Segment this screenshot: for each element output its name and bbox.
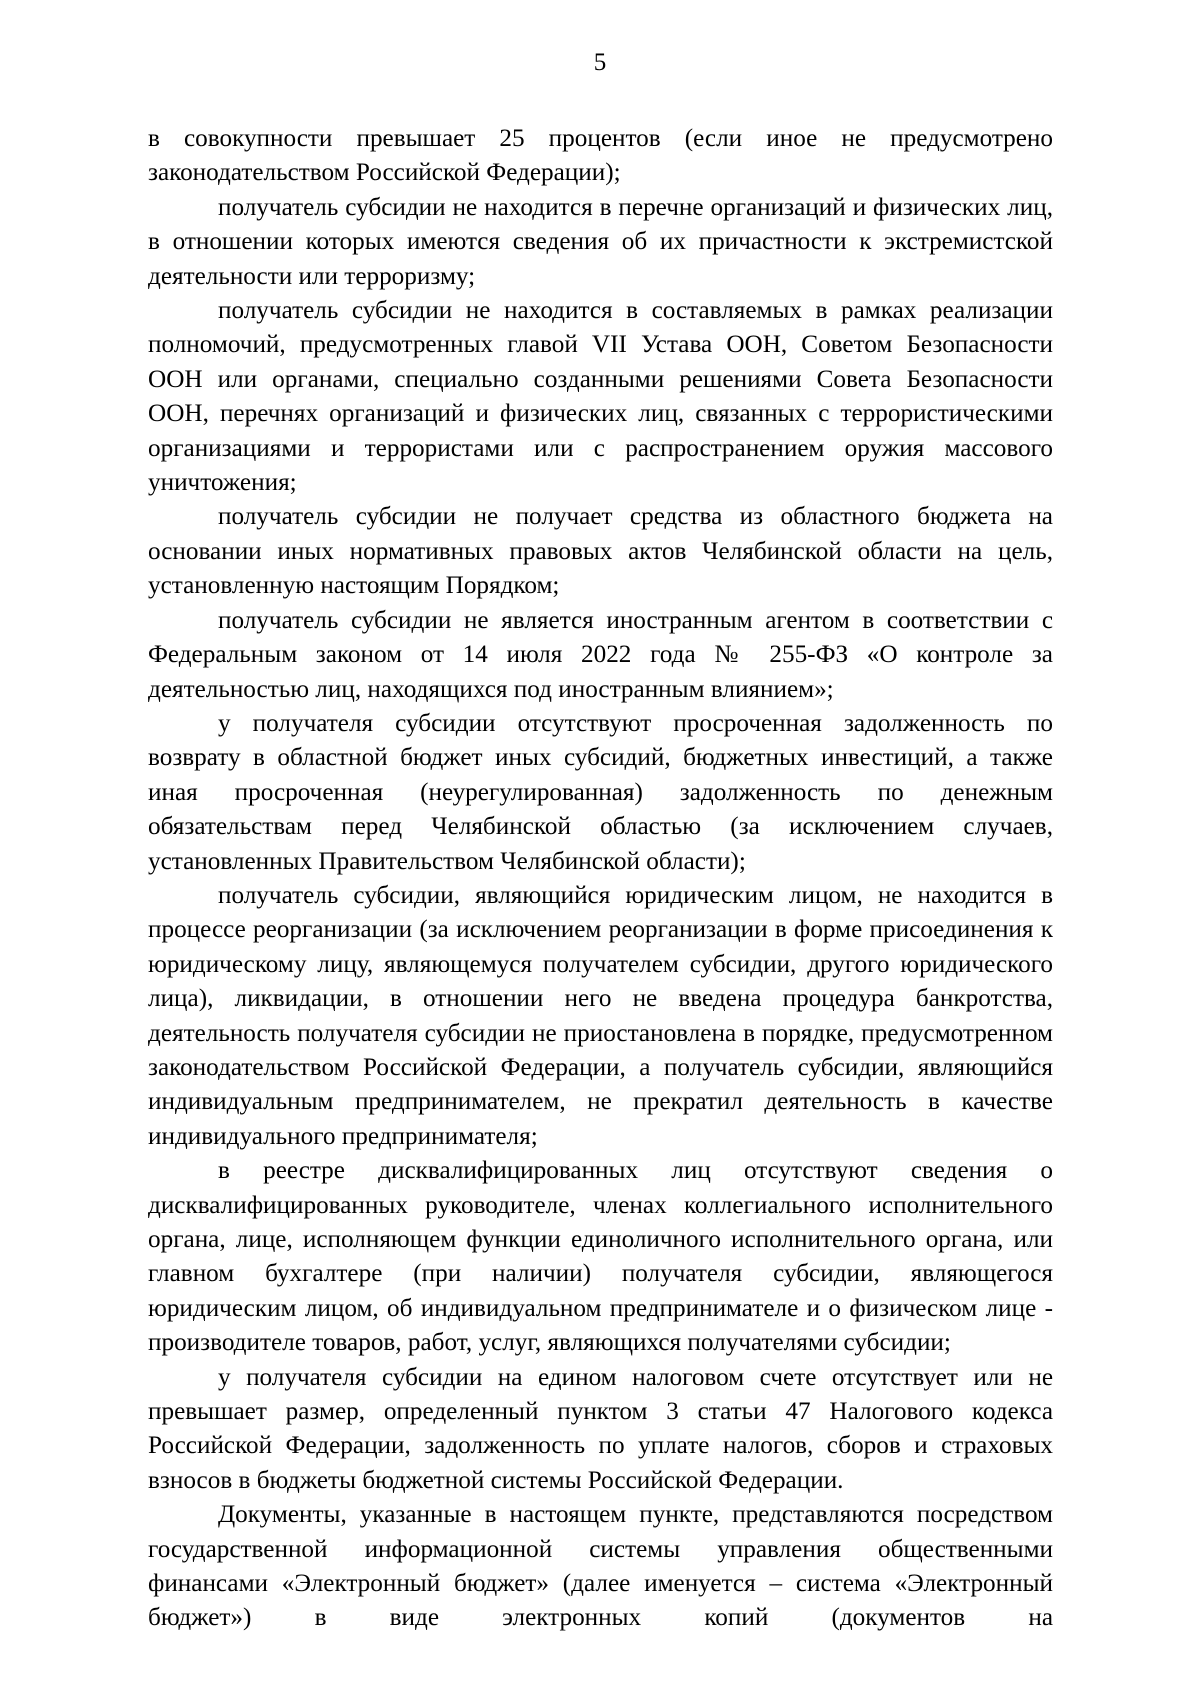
paragraph: получатель субсидии не является иностранным агентом в соответствии с Федеральным законом от 14 июля 2022 года № 255-ФЗ «О контроле за деятельностью лиц, находящихся под иностранным влиянием»; — [148, 606, 1053, 703]
document-body — [148, 122, 1053, 1636]
paragraph: получатель субсидии не находится в составляемых в рамках реализации полномочий, предусмотренных главой VII Устава ООН, Советом Безопасности ООН или органами, специально созданными решениями Совета Безопасности ООН, перечнях организаций и физических лиц, связанных с террористическими организациями и террористами или с распространением оружия массового уничтожения; — [148, 297, 1053, 497]
paragraph: получатель субсидии не получает средства из областного бюджета на основании иных нормативных правовых актов Челябинской области на цель, установленную настоящим Порядком; — [148, 503, 1053, 600]
paragraph: у получателя субсидии отсутствуют просроченная задолженность по возврату в областной бюджет иных субсидий, бюджетных инвестиций, а также иная просроченная (неурегулированная) задолженность по денежным обязательствам перед Челябинской областью (за исключением случаев, установленных Правительством Челябинской области); — [148, 709, 1053, 875]
paragraph: Документы, указанные в настоящем пункте, представляются посредством государственной информационной системы управления общественными финансами «Электронный бюджет» (далее именуется – система «Электронный бюджет») в виде электронных копий (документов на — [148, 1501, 1053, 1632]
paragraph: получатель субсидии, являющийся юридическим лицом, не находится в процессе реорганизации (за исключением реорганизации в форме присоединения к юридическому лицу, являющемуся получателем субсидии, другого юридического лица), ликвидации, в отношении него не введена процедура банкротства, деятельность получателя субсидии не приостановлена в порядке, предусмотренном законодательством Российской Федерации, а получатель субсидии, являющийся индивидуальным предпринимателем, не прекратил деятельность в качестве индивидуального предпринимателя; — [148, 881, 1053, 1150]
paragraph: у получателя субсидии на едином налоговом счете отсутствует или не превышает размер, определенный пунктом 3 статьи 47 Налогового кодекса Российской Федерации, задолженность по уплате налогов, сборов и страховых взносов в бюджеты бюджетной системы Российской Федерации. — [148, 1363, 1053, 1494]
paragraph: в реестре дисквалифицированных лиц отсутствуют сведения о дисквалифицированных руководителе, членах коллегиального исполнительного органа, лице, исполняющем функции единоличного исполнительного органа, или главном бухгалтере (при наличии) получателя субсидии, являющегося юридическим лицом, об индивидуальном предпринимателе и о физическом лице - производителе товаров, работ, услуг, являющихся получателями субсидии; — [148, 1157, 1053, 1357]
paragraph: в совокупности превышает 25 процентов (если иное не предусмотрено законодательством Российской Федерации); — [148, 125, 1053, 187]
paragraph: получатель субсидии не находится в перечне организаций и физических лиц, в отношении которых имеются сведения об их причастности к экстремистской деятельности или терроризму; — [148, 193, 1053, 290]
page-number: 5 — [593, 49, 607, 76]
